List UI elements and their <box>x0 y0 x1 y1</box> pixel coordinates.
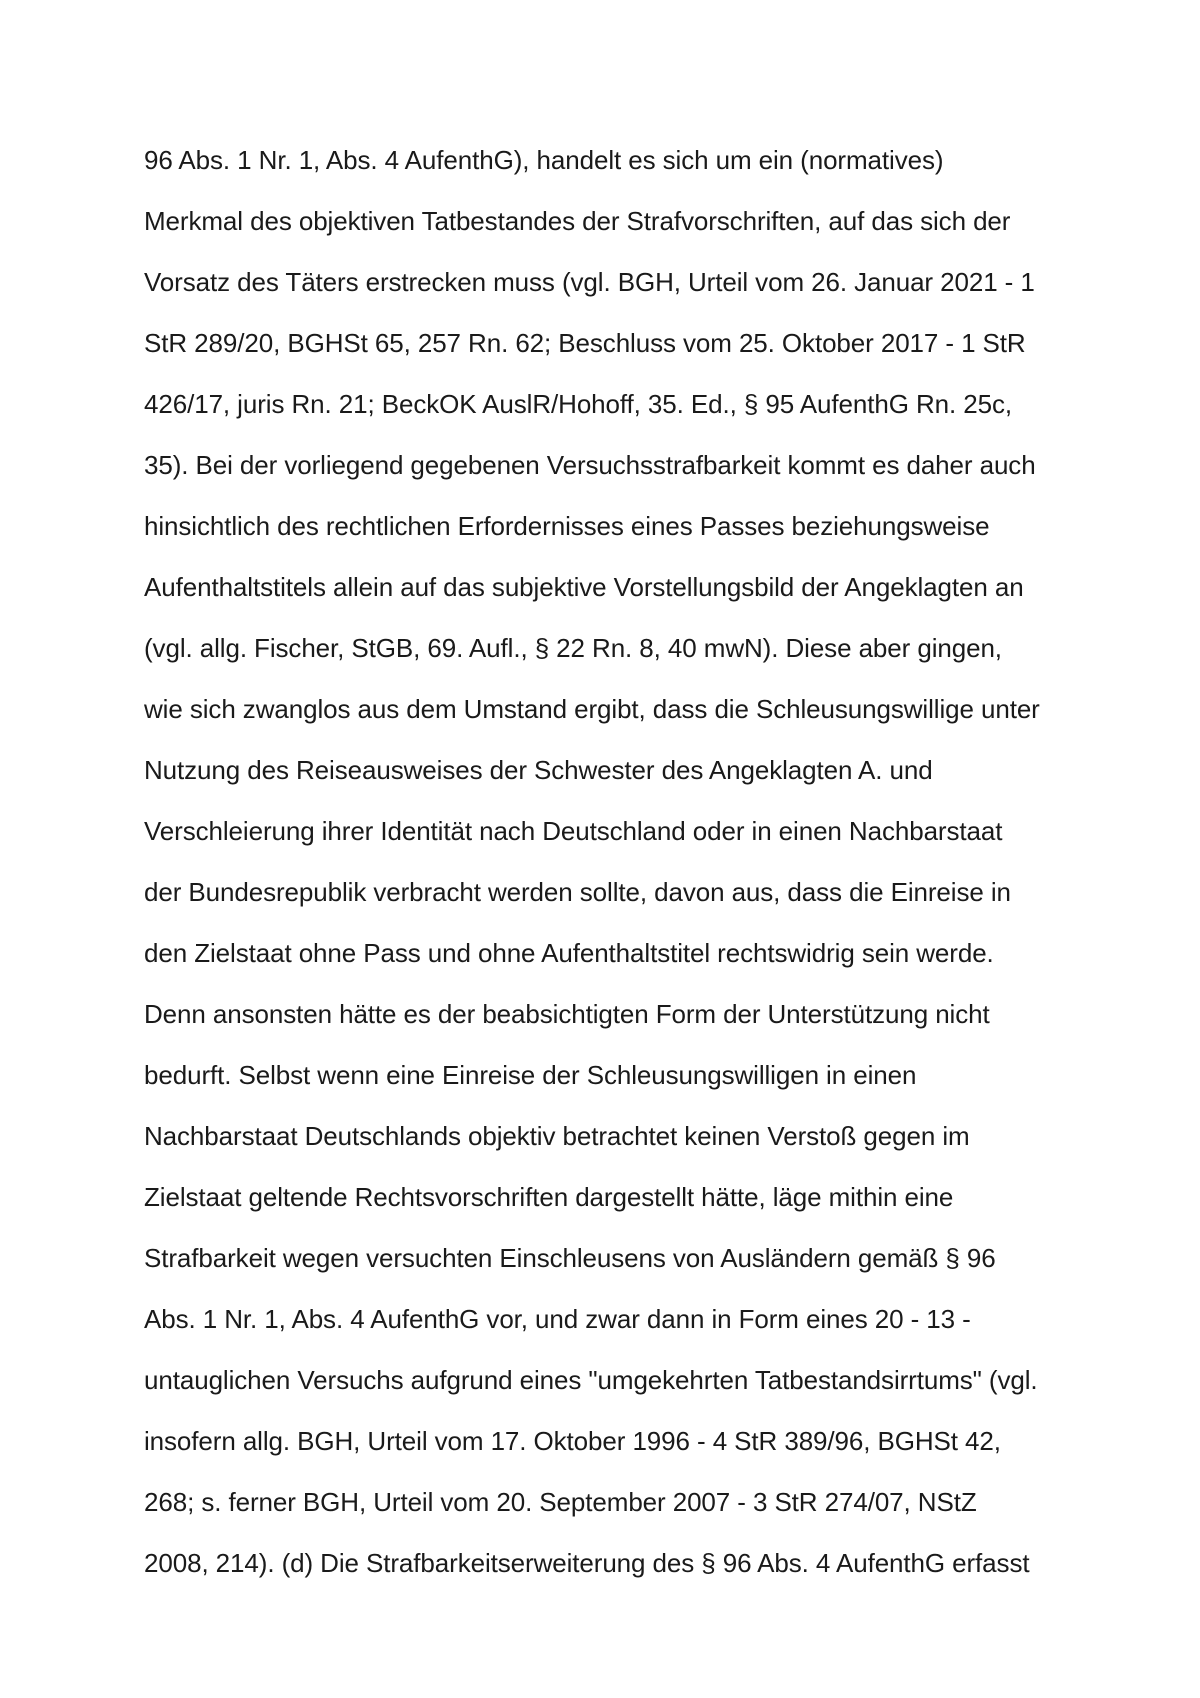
text-line: bedurft. Selbst wenn eine Einreise der Schleusungswilligen in einen <box>144 1060 917 1090</box>
text-line: Vorsatz des Täters erstrecken muss (vgl. BGH, Urteil vom 26. Januar 2021 - 1 <box>144 267 1035 297</box>
text-line: Aufenthaltstitels allein auf das subjektive Vorstellungsbild der Angeklagten an <box>144 572 1024 602</box>
text-line: StR 289/20, BGHSt 65, 257 Rn. 62; Beschluss vom 25. Oktober 2017 - 1 StR <box>144 328 1026 358</box>
text-line: hinsichtlich des rechtlichen Erfordernisses eines Passes beziehungsweise <box>144 511 990 541</box>
text-line: 96 Abs. 1 Nr. 1, Abs. 4 AufenthG), handelt es sich um ein (normatives) <box>144 145 944 175</box>
text-line: 2008, 214). (d) Die Strafbarkeitserweiterung des § 96 Abs. 4 AufenthG erfasst <box>144 1548 1030 1578</box>
text-line: Abs. 1 Nr. 1, Abs. 4 AufenthG vor, und zwar dann in Form eines 20 - 13 - <box>144 1304 971 1334</box>
text-line: 268; s. ferner BGH, Urteil vom 20. September 2007 - 3 StR 274/07, NStZ <box>144 1487 977 1517</box>
text-line: Nachbarstaat Deutschlands objektiv betrachtet keinen Verstoß gegen im <box>144 1121 970 1151</box>
text-line: untauglichen Versuchs aufgrund eines "umgekehrten Tatbestandsirrtums" (vgl. <box>144 1365 1038 1395</box>
text-line: Denn ansonsten hätte es der beabsichtigten Form der Unterstützung nicht <box>144 999 990 1029</box>
text-line: Strafbarkeit wegen versuchten Einschleusens von Ausländern gemäß § 96 <box>144 1243 996 1273</box>
text-line: (vgl. allg. Fischer, StGB, 69. Aufl., § 22 Rn. 8, 40 mwN). Diese aber gingen, <box>144 633 1002 663</box>
text-line: Verschleierung ihrer Identität nach Deutschland oder in einen Nachbarstaat <box>144 816 1003 846</box>
body-text <box>144 140 1144 1604</box>
text-line: Nutzung des Reiseausweises der Schwester des Angeklagten A. und <box>144 755 933 785</box>
text-line: Zielstaat geltende Rechtsvorschriften dargestellt hätte, läge mithin eine <box>144 1182 954 1212</box>
text-line: insofern allg. BGH, Urteil vom 17. Oktober 1996 - 4 StR 389/96, BGHSt 42, <box>144 1426 1001 1456</box>
text-line: 35). Bei der vorliegend gegebenen Versuchsstrafbarkeit kommt es daher auch <box>144 450 1036 480</box>
text-line: 426/17, juris Rn. 21; BeckOK AuslR/Hohoff, 35. Ed., § 95 AufenthG Rn. 25c, <box>144 389 1012 419</box>
text-line: Merkmal des objektiven Tatbestandes der Strafvorschriften, auf das sich der <box>144 206 1011 236</box>
text-line: wie sich zwanglos aus dem Umstand ergibt, dass die Schleusungswillige unter <box>144 694 1040 724</box>
text-line: der Bundesrepublik verbracht werden sollte, davon aus, dass die Einreise in <box>144 877 1011 907</box>
text-line: den Zielstaat ohne Pass und ohne Aufenthaltstitel rechtswidrig sein werde. <box>144 938 994 968</box>
